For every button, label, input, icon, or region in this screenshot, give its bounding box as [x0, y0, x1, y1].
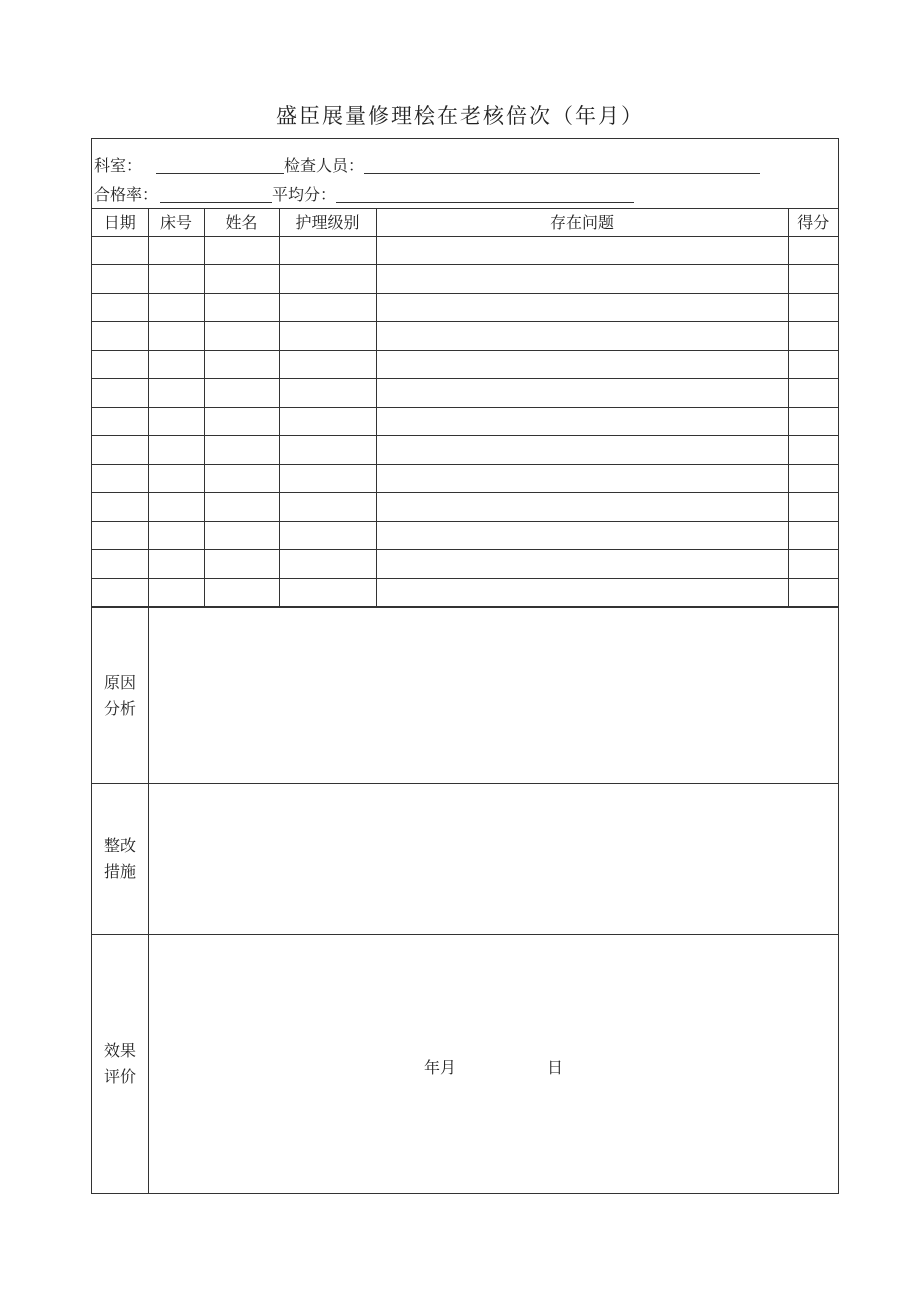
info-row-2 — [94, 184, 634, 206]
table-cell[interactable] — [204, 550, 279, 579]
table-cell[interactable] — [92, 464, 148, 493]
table-row — [92, 293, 838, 322]
table-cell[interactable] — [788, 379, 838, 408]
table-cell[interactable] — [788, 521, 838, 550]
table-cell[interactable] — [204, 436, 279, 465]
table-cell[interactable] — [92, 521, 148, 550]
col-name: 姓名 — [204, 208, 279, 236]
table-row — [92, 379, 838, 408]
table-cell[interactable] — [204, 493, 279, 522]
table-cell[interactable] — [788, 407, 838, 436]
inspector-label: 检查人员： — [284, 156, 365, 175]
table-cell[interactable] — [279, 322, 376, 351]
table-cell[interactable] — [204, 464, 279, 493]
table-cell[interactable] — [279, 578, 376, 607]
effect-evaluation-label-cell — [92, 935, 149, 1193]
inspection-form — [91, 138, 839, 1194]
table-row — [92, 322, 838, 351]
inspection-table — [92, 208, 838, 607]
table-cell[interactable] — [92, 265, 148, 294]
table-cell[interactable] — [92, 350, 148, 379]
table-cell[interactable] — [92, 578, 148, 607]
table-cell[interactable] — [92, 293, 148, 322]
table-header-row — [92, 208, 838, 236]
table-cell[interactable] — [279, 550, 376, 579]
table-cell[interactable] — [92, 436, 148, 465]
table-row — [92, 236, 838, 265]
table-cell[interactable] — [279, 407, 376, 436]
table-cell[interactable] — [376, 322, 788, 351]
table-row — [92, 350, 838, 379]
table-cell[interactable] — [788, 265, 838, 294]
col-bed-number: 床号 — [148, 208, 204, 236]
table-cell[interactable] — [788, 464, 838, 493]
table-row — [92, 521, 838, 550]
average-label: 平均分： — [272, 185, 337, 204]
table-cell[interactable] — [148, 550, 204, 579]
pass-rate-field[interactable] — [160, 184, 272, 203]
effect-evaluation-section — [92, 934, 838, 1193]
department-field[interactable] — [156, 155, 284, 174]
table-cell[interactable] — [148, 322, 204, 351]
table-cell[interactable] — [279, 493, 376, 522]
table-row — [92, 493, 838, 522]
table-cell[interactable] — [148, 464, 204, 493]
table-cell[interactable] — [148, 578, 204, 607]
table-cell[interactable] — [204, 265, 279, 294]
table-row — [92, 436, 838, 465]
col-issues: 存在问题 — [376, 208, 788, 236]
table-cell[interactable] — [376, 293, 788, 322]
table-cell[interactable] — [204, 379, 279, 408]
table-cell[interactable] — [279, 350, 376, 379]
col-date: 日期 — [92, 208, 148, 236]
table-cell[interactable] — [376, 350, 788, 379]
table-cell[interactable] — [376, 236, 788, 265]
table-cell[interactable] — [204, 407, 279, 436]
cause-analysis-label: 原因分析 — [103, 672, 136, 718]
col-care-level: 护理级别 — [279, 208, 376, 236]
table-cell[interactable] — [376, 521, 788, 550]
table-cell[interactable] — [788, 322, 838, 351]
date-year-month: 年月 — [424, 1058, 457, 1077]
table-cell[interactable] — [148, 350, 204, 379]
table-cell[interactable] — [279, 265, 376, 294]
table-cell[interactable] — [376, 493, 788, 522]
pass-rate-label: 合格率： — [94, 185, 159, 204]
rectification-section — [92, 783, 838, 934]
table-cell[interactable] — [148, 236, 204, 265]
table-cell[interactable] — [92, 322, 148, 351]
table-cell[interactable] — [204, 521, 279, 550]
table-cell[interactable] — [788, 493, 838, 522]
table-body — [92, 236, 838, 607]
col-score: 得分 — [788, 208, 838, 236]
table-cell[interactable] — [148, 493, 204, 522]
table-cell[interactable] — [788, 350, 838, 379]
rectification-label-cell — [92, 784, 149, 934]
info-row-1 — [94, 155, 760, 177]
table-cell[interactable] — [148, 436, 204, 465]
table-cell[interactable] — [788, 550, 838, 579]
table-cell[interactable] — [376, 550, 788, 579]
table-cell[interactable] — [204, 293, 279, 322]
table-cell[interactable] — [788, 436, 838, 465]
page-title: 盛臣展量修理桧在老核倍次（年月） — [276, 104, 644, 128]
table-row — [92, 407, 838, 436]
table-cell[interactable] — [376, 578, 788, 607]
cause-analysis-section — [92, 607, 838, 783]
table-cell[interactable] — [148, 293, 204, 322]
table-cell[interactable] — [376, 265, 788, 294]
table-cell[interactable] — [376, 379, 788, 408]
rectification-label: 整改措施 — [103, 836, 136, 881]
table-cell[interactable] — [148, 407, 204, 436]
table-cell[interactable] — [279, 521, 376, 550]
table-cell[interactable] — [92, 379, 148, 408]
table-cell[interactable] — [204, 350, 279, 379]
table-cell[interactable] — [92, 407, 148, 436]
table-row — [92, 265, 838, 294]
table-cell[interactable] — [376, 407, 788, 436]
table-cell[interactable] — [279, 464, 376, 493]
table-cell[interactable] — [204, 322, 279, 351]
table-cell[interactable] — [148, 265, 204, 294]
table-cell[interactable] — [279, 236, 376, 265]
department-label: 科室： — [94, 156, 143, 175]
table-cell[interactable] — [788, 293, 838, 322]
table-cell[interactable] — [279, 379, 376, 408]
table-cell[interactable] — [204, 236, 279, 265]
table-cell[interactable] — [92, 236, 148, 265]
table-row — [92, 578, 838, 607]
table-cell[interactable] — [279, 293, 376, 322]
effect-evaluation-label: 效果评价 — [103, 1041, 136, 1086]
cause-analysis-label-cell — [92, 608, 149, 783]
table-cell[interactable] — [148, 521, 204, 550]
inspector-field[interactable] — [364, 155, 760, 174]
table-cell[interactable] — [92, 550, 148, 579]
info-block — [92, 139, 838, 209]
table-cell[interactable] — [204, 578, 279, 607]
table-cell[interactable] — [788, 578, 838, 607]
table-cell[interactable] — [376, 464, 788, 493]
table-row — [92, 464, 838, 493]
table-cell[interactable] — [788, 236, 838, 265]
table-cell[interactable] — [148, 379, 204, 408]
average-field[interactable] — [336, 184, 634, 203]
date-day: 日 — [547, 1058, 564, 1077]
table-cell[interactable] — [376, 436, 788, 465]
table-cell[interactable] — [279, 436, 376, 465]
table-row — [92, 550, 838, 579]
table-cell[interactable] — [92, 493, 148, 522]
